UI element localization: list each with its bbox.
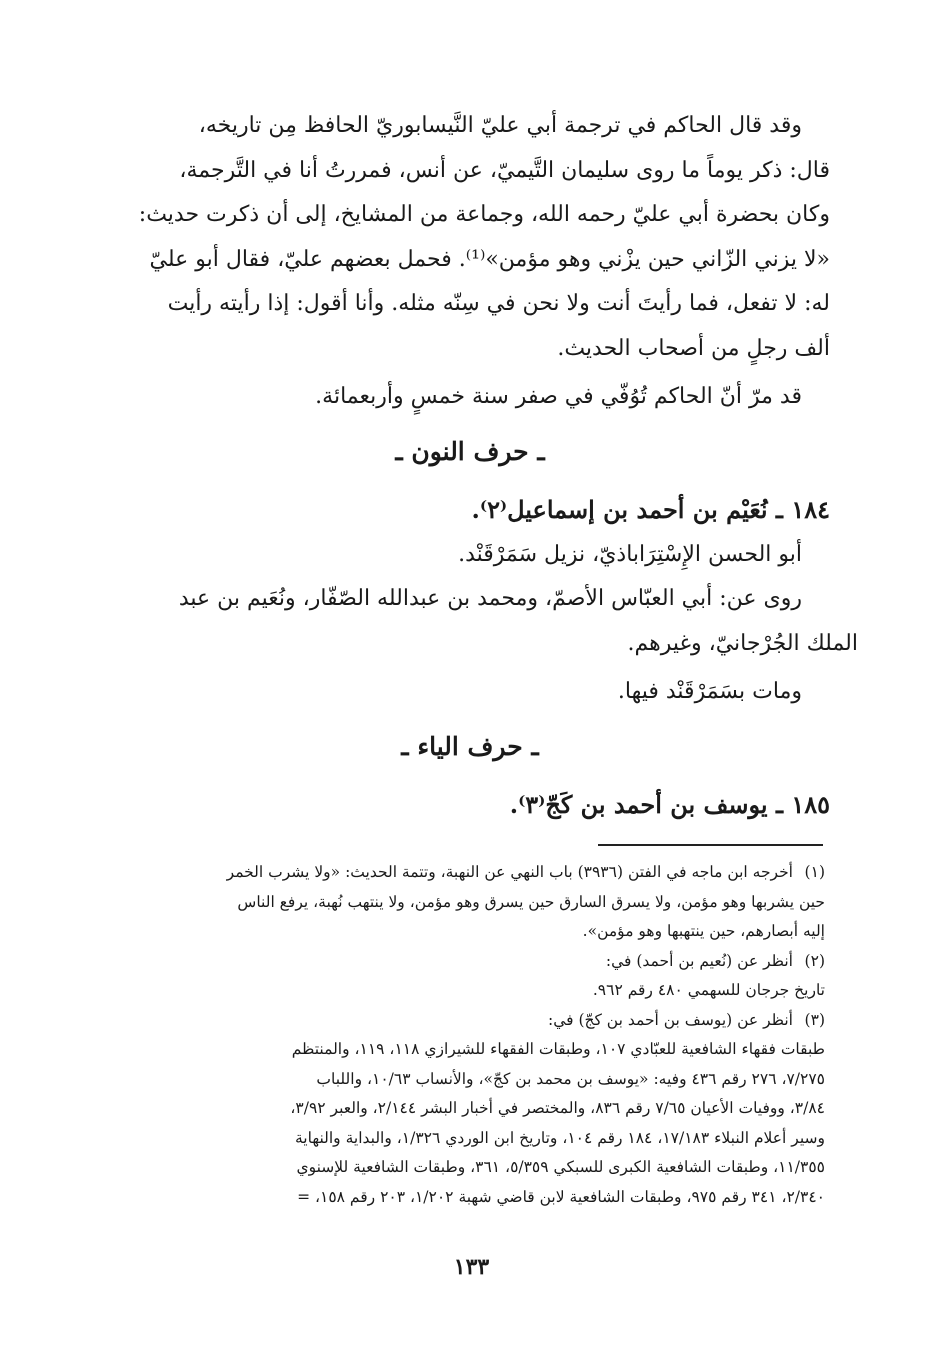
footnote-1 [115,858,825,888]
footnote-line: أنظر عن (نُعيم بن أحمد) في: [605,951,793,970]
section-header-nun: ـ حرف النون ـ [395,436,545,466]
footnote-line: ٧/٢٧٥، ٢٧٦ رقم ٤٣٦ وفيه: «يوسف بن محمد بن كجّ»، والأنساب ١٠/٦٣، واللباب [316,1069,825,1088]
text-line: روى عن: أبي العبّاس الأصمّ، ومحمد بن عبدالله الصّفّار، ونُعَيم بن عبد [178,586,802,611]
footnote-line: طبقات فقهاء الشافعية للعبّادي ١٠٧، وطبقات الفقهاء للشيرازي ١١٨، ١١٩، والمنتظم [291,1040,825,1058]
entry-184-death: ومات بسَمَرْقَنْد فيها. [617,679,802,704]
entry-184-title: ١٨٤ ـ نُعَيْم بن أحمد بن إسماعيل⁽٢⁾. [471,495,830,524]
entry-184-kunya: أبو الحسن الإِسْتِرَاباذيّ، نزيل سَمَرْقَنْد. [458,541,802,567]
footnote-line: وسير أعلام النبلاء ١٧/١٨٣، ١٨٤ رقم ١٠٤، وتاريخ ابن الوردي ١/٣٢٦، والبداية والنهاية [294,1128,825,1147]
footnote-line: حين يشربها وهو مؤمن، ولا يسرق السارق حين يسرق وهو مؤمن، ولا ينتهب نُهبة، يرفع الناس [237,892,825,911]
footnote-line: ٢/٣٤٠، ٣٤١ رقم ٩٧٥، وطبقات الشافعية لابن قاضي شهبة ١/٢٠٢، ٢٠٣ رقم ١٥٨، = [297,1187,825,1206]
text-line: «لا يزني الزّاني حين يزْني وهو مؤمن»⁽¹⁾. فحمل بعضهم عليّ، فقال أبو عليّ [149,246,830,272]
footnote-2 [115,947,825,977]
footnotes [115,858,825,1212]
footnote-number: (٢) [804,951,825,970]
page-number: ١٣٣ [453,1254,490,1280]
main-text [110,104,858,828]
text-line: وقد قال الحاكم في ترجمة أبي عليّ النَّيسابوريّ الحافظ مِن تاريخه، [198,113,802,138]
footnote-number: (٣) [804,1010,825,1029]
footnote-separator [598,844,823,846]
footnote-line: إليه أبصارهم، حين ينتهبها وهو مؤمن». [582,922,825,940]
paragraph-death-note: قد مرّ أنّ الحاكم تُوُفّي في صفر سنة خمسٍ وأربعمائة. [315,384,802,409]
text-line: ألف رجلٍ من أصحاب الحديث. [557,335,830,361]
text-line: وكان بحضرة أبي عليّ رحمه الله، وجماعة من المشايخ، إلى أن ذكرت حديث: [138,202,830,227]
footnote-line: ٣/٨٤، ووفيات الأعيان ٧/٦٥ رقم ٨٣٦، والمختصر في أخبار البشر ٢/١٤٤، والعبر ٣/٩٢، [290,1099,825,1117]
section-header-ya: ـ حرف الياء ـ [401,731,539,761]
text-line: له: لا تفعل، فما رأيتَ أنت ولا نحن في سِنّه مثله. وأنا أقول: إذا رأيته رأيت [167,291,830,316]
footnote-line: تاريخ جرجان للسهمي ٤٨٠ رقم ٩٦٢. [592,981,825,999]
text-line: قال: ذكر يوماً ما روى سليمان التَّيميّ، عن أنس، فمررتُ أنا في التَّرجمة، [179,157,830,183]
footnote-line: أخرجه ابن ماجه في الفتن (٣٩٣٦) باب النهي عن النهبة، وتتمة الحديث: «ولا يشرب الخمر [226,863,793,881]
footnote-line: ١١/٣٥٥، وطبقات الشافعية الكبرى للسبكي ٥/٣٥٩، ٣٦١، وطبقات الشافعية للإسنوي [296,1158,825,1176]
entry-185-title: ١٨٥ ـ يوسف بن أحمد بن كَجّ⁽٣⁾. [509,790,830,819]
paragraph-hakim [110,104,830,371]
entry-184-riwaya [110,577,858,666]
footnote-line: أنظر عن (يوسف بن أحمد بن كجّ) في: [547,1010,793,1029]
text-line: الملك الجُرْجانيّ، وغيرهم. [627,630,858,656]
footnote-number: (١) [804,863,825,881]
footnote-3 [115,1006,825,1036]
